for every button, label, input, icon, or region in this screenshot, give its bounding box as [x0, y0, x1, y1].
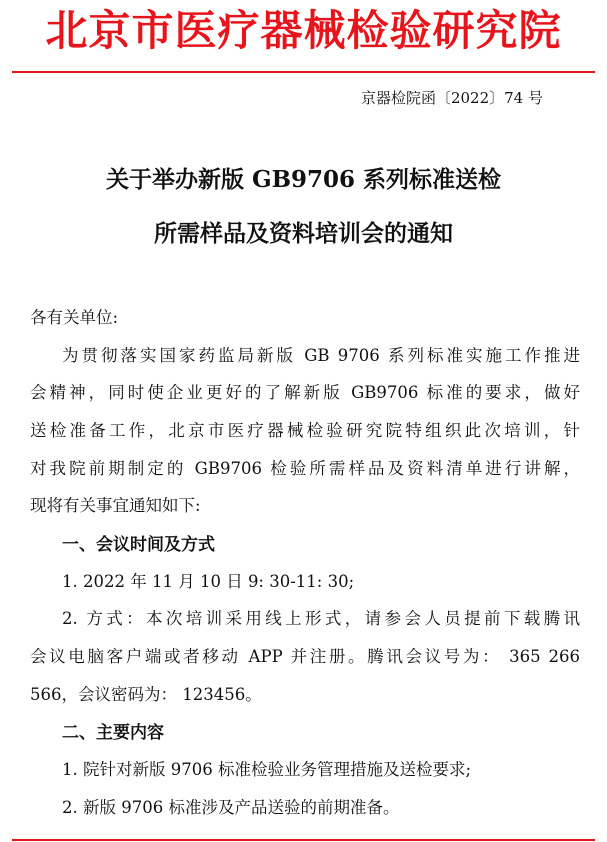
meeting-method-line: 会议电脑客户端或者移动 APP 并注册。腾讯会议号为： 365 266 — [30, 647, 580, 666]
main-content-item: 2. 新版 9706 标准涉及产品送验的前期准备。 — [62, 798, 400, 817]
intro-paragraph-line: 送检准备工作，北京市医疗器械检验研究院特组织此次培训，针 — [30, 421, 580, 440]
org-letterhead-title: 北京市医疗器械检验研究院 — [45, 6, 562, 55]
main-content-item: 1. 院针对新版 9706 标准检验业务管理措施及送检要求; — [62, 760, 472, 779]
section-heading-main-content: 二、主要内容 — [62, 723, 164, 743]
footer-divider — [12, 839, 595, 841]
meeting-method-line: 2. 方式：本次培训采用线上形式，请参会人员提前下载腾讯 — [62, 609, 580, 628]
meeting-method-line: 566，会议密码为： 123456。 — [30, 685, 262, 704]
document-title-line-1: 关于举办新版 GB9706 系列标准送检 — [105, 166, 502, 193]
header-divider — [12, 71, 595, 73]
document-title-line-2: 所需样品及资料培训会的通知 — [154, 220, 453, 247]
section-heading-meeting-time: 一、会议时间及方式 — [62, 535, 215, 555]
meeting-time-item: 1. 2022 年 11 月 10 日 9: 30-11: 30; — [62, 572, 355, 591]
salutation: 各有关单位: — [30, 308, 119, 327]
document-number: 京器检院函〔2022〕74 号 — [360, 89, 543, 107]
intro-paragraph-line: 对我院前期制定的 GB9706 检验所需样品及资料清单进行讲解， — [30, 459, 580, 478]
intro-paragraph-line: 会精神，同时使企业更好的了解新版 GB9706 标准的要求，做好 — [30, 383, 580, 402]
intro-paragraph-line: 现将有关事宜通知如下: — [30, 496, 201, 515]
intro-paragraph-line: 为贯彻落实国家药监局新版 GB 9706 系列标准实施工作推进 — [62, 346, 580, 365]
